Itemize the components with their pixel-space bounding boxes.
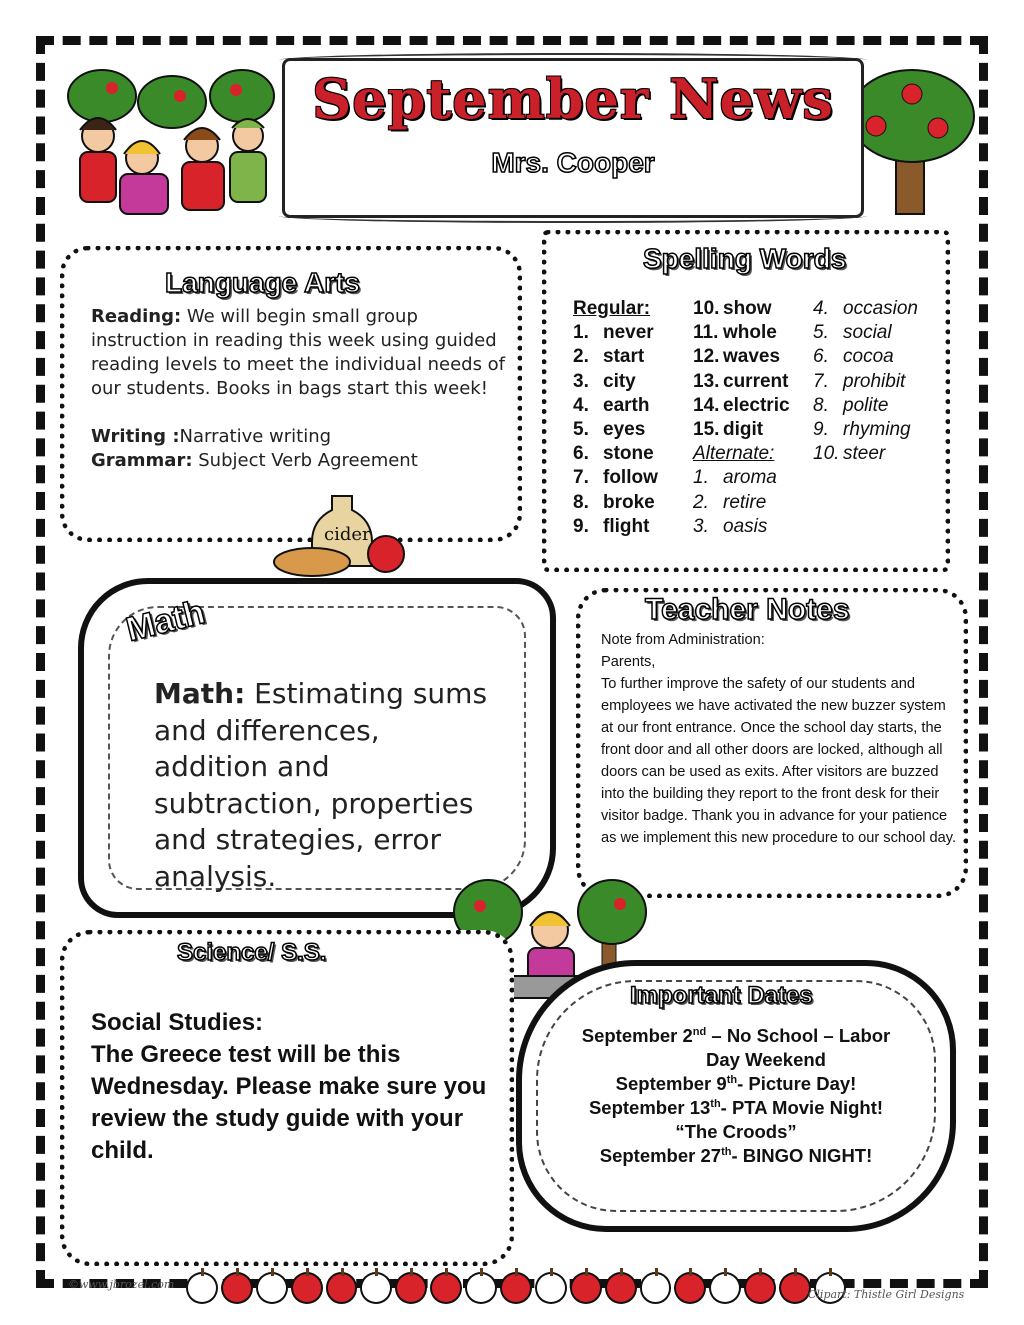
apple-core-icon [360, 1272, 392, 1304]
date-item: September 27th- BINGO NIGHT! [599, 1145, 873, 1166]
apple-core-icon [186, 1272, 218, 1304]
reading-text: We will begin small group instruction in reading this week using guided reading levels to meet the individual needs of our students. Books in bags start this week! [91, 306, 506, 399]
spelling-word: 5. eyes [573, 419, 646, 441]
apple-icon [779, 1272, 811, 1304]
cider-label: cider [324, 524, 371, 545]
science-text [91, 1007, 501, 1167]
date-item-continued: Day Weekend [706, 1049, 826, 1070]
date-item: September 9th- Picture Day! [615, 1073, 857, 1094]
teacher-name: Mrs. Cooper [491, 147, 655, 178]
apple-icon [326, 1272, 358, 1304]
alternate-word: 2. retire [693, 491, 767, 513]
language-arts-heading: Language Arts [165, 267, 360, 298]
spelling-column-2 [693, 297, 790, 539]
apple-border-strip [186, 1272, 846, 1308]
date-item: September 2nd – No School – Labor [581, 1025, 891, 1046]
alternate-word: 1. aroma [693, 467, 777, 489]
alternate-word: 6. cocoa [813, 346, 894, 368]
apple-core-icon [640, 1272, 672, 1304]
alternate-word: 3. oasis [693, 515, 768, 537]
notes-body: To further improve the safety of our students and employees we have activated the new buzzer system at our front entrance. Once the school day starts, the front door and all other doors are locked, although all doors can be used as exits. After visitors are buzzed into the building they report to the front desk for their visitor badge. Thank you in advance for your patience as we implement this new procedure to our school day. [601, 676, 957, 846]
alternate-word: 7. prohibit [813, 370, 906, 392]
apple-core-icon [256, 1272, 288, 1304]
grammar-text: Subject Verb Agreement [192, 450, 418, 471]
notes-line-1: Note from Administration: [601, 632, 765, 648]
writing-text: Narrative writing [179, 426, 332, 447]
language-arts-text [91, 305, 511, 473]
teacher-notes-section [576, 588, 968, 898]
spelling-word: 14. electric [693, 394, 790, 416]
kids-with-apples-clipart [62, 66, 282, 226]
apple-icon [744, 1272, 776, 1304]
apple-core-icon [709, 1272, 741, 1304]
apple-icon [221, 1272, 253, 1304]
spelling-word: 6. stone [573, 443, 654, 465]
alternate-word: 5. social [813, 322, 892, 344]
spelling-word: 7. follow [573, 467, 658, 489]
teacher-notes-heading: Teacher Notes [645, 593, 850, 626]
spelling-word: 11. whole [693, 322, 777, 344]
apple-core-icon [465, 1272, 497, 1304]
alternate-word: 10. steer [813, 443, 886, 465]
alternate-header: Alternate: [693, 443, 775, 465]
spelling-word: 2. start [573, 346, 645, 368]
social-studies-text: The Greece test will be this Wednesday. Please make sure you review the study guide with your child. [91, 1041, 487, 1164]
apple-icon [291, 1272, 323, 1304]
apple-icon [430, 1272, 462, 1304]
footer-copyright: ©www.jbrozel.com [68, 1278, 175, 1291]
apple-icon [395, 1272, 427, 1304]
spelling-word: 3. city [573, 370, 636, 392]
grammar-label: Grammar: [91, 450, 193, 471]
spelling-word: 1. never [573, 322, 654, 344]
spelling-heading: Spelling Words [643, 243, 847, 274]
math-text [154, 676, 494, 895]
alternate-word: 4. occasion [813, 298, 918, 319]
teacher-notes-text [601, 629, 957, 849]
science-heading: Science/ S.S. [177, 939, 327, 966]
apple-tree-clipart [846, 64, 978, 218]
alternate-word: 9. rhyming [813, 419, 911, 441]
spelling-word: 9. flight [573, 515, 650, 537]
science-ss-section [60, 930, 514, 1266]
spelling-column-1 [573, 297, 658, 539]
spelling-word: 12. waves [693, 346, 781, 368]
apple-icon [674, 1272, 706, 1304]
regular-header: Regular: [573, 298, 651, 319]
apple-icon [570, 1272, 602, 1304]
dates-list [566, 1024, 906, 1168]
spelling-word: 8. broke [573, 491, 655, 513]
newsletter-title: September News [312, 67, 834, 131]
apple-icon [605, 1272, 637, 1304]
spelling-word: 4. earth [573, 394, 650, 416]
title-banner [282, 58, 864, 218]
spelling-word: 13. current [693, 370, 789, 392]
important-dates-heading: Important Dates [630, 982, 813, 1009]
footer-credit: Clipart: Thistle Girl Designs [808, 1288, 965, 1301]
notes-line-2: Parents, [601, 654, 656, 670]
writing-label: Writing : [91, 426, 180, 447]
math-label: Math: [154, 677, 246, 710]
cider-pie-apple-clipart [272, 486, 412, 582]
alternate-word: 8. polite [813, 394, 889, 416]
apple-core-icon [535, 1272, 567, 1304]
apple-icon [500, 1272, 532, 1304]
spelling-word: 15. digit [693, 419, 764, 441]
social-studies-heading: Social Studies: [91, 1009, 264, 1036]
math-heading: Math [122, 592, 209, 650]
reading-label: Reading: [91, 306, 182, 327]
math-description: Estimating sums and differences, addition and subtraction, properties and strategies, error analysis. [154, 677, 488, 893]
spelling-word: 10. show [693, 298, 772, 319]
date-item-continued: “The Croods” [675, 1121, 797, 1142]
spelling-words-section [542, 230, 950, 572]
spelling-column-3 [813, 297, 918, 466]
date-item: September 13th- PTA Movie Night! [588, 1097, 884, 1118]
